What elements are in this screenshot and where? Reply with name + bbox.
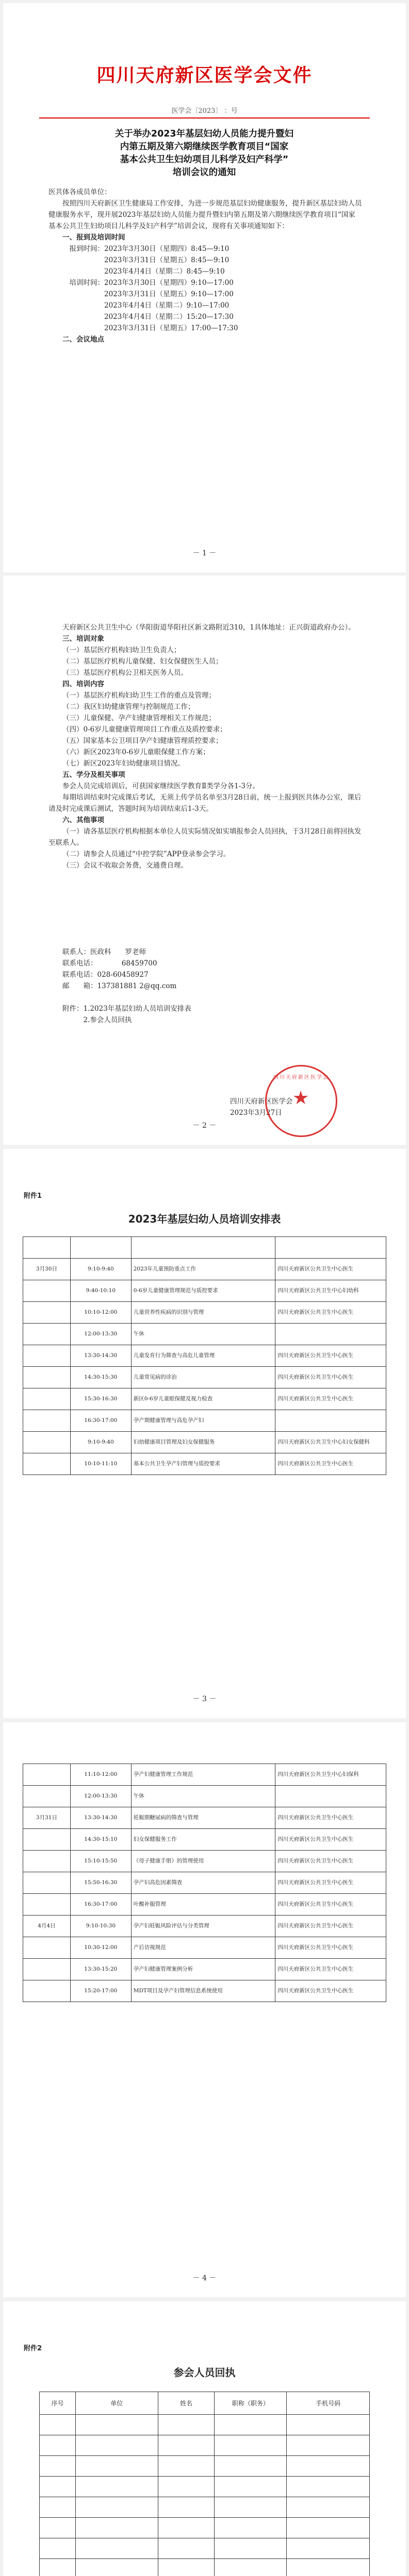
schedule-topic: 儿童发育行为筛查与高危儿童管理 [131, 1345, 275, 1367]
attachment-line: 附件：1.2023年基层妇幼人员培训安排表 [62, 1005, 191, 1013]
schedule-time: 14:30-15:10 [70, 1829, 131, 1851]
receipt-cell[interactable] [287, 2538, 370, 2559]
schedule-speaker: 四川天府新区公共卫生中心妇幼科 [275, 1280, 386, 1302]
contact-block [48, 946, 362, 1026]
receipt-cell[interactable] [40, 2415, 76, 2435]
schedule-topic: 妇幼健康项目管理及妇女保健服务 [131, 1432, 275, 1453]
receipt-row [40, 2456, 370, 2477]
schedule-speaker: 四川天府新区公共卫生中心医生 [275, 1259, 386, 1280]
content-item: （二）我区妇幼健康管理与控制规范工作； [62, 703, 195, 711]
schedule-speaker: 四川天府新区公共卫生中心医生 [275, 1829, 386, 1851]
other-item: （二）请参会人员通过“中控学院”APP登录参会学习。 [62, 850, 231, 858]
schedule-row [23, 1280, 386, 1302]
schedule-time: 12:00-13:30 [70, 1324, 131, 1345]
schedule-speaker: 四川天府新区公共卫生中心医生 [275, 1916, 386, 1937]
intro-paragraph: 按照四川天府新区卫生健康局工作安排，为进一步规范基层妇幼健康服务，提升新区基层妇幼人员健康服务水平，现开展2023年基层妇幼人员能力提升暨妇内第五期及第六期继续医学教育项目“国家基本公共卫生妇幼项目儿科学及妇产科学”培训会议，现将有关事项通知如下： [48, 199, 362, 230]
schedule-date [23, 1851, 71, 1872]
schedule-row [23, 1453, 386, 1475]
schedule-time: 13:30-14:30 [70, 1345, 131, 1367]
seal-text: 四川天府新区医学会 [273, 1075, 329, 1080]
section-heading: 一、报到及培训时间 [62, 233, 125, 242]
schedule-row [23, 1324, 386, 1345]
target-item: （一）基层医疗机构妇幼卫生负责人； [62, 646, 181, 654]
schedule-row [23, 1345, 386, 1367]
schedule-row [23, 1302, 386, 1324]
receipt-cell[interactable] [215, 2538, 287, 2559]
schedule-line: 2023年3月31日（星期五）8:45—9:10 [69, 256, 230, 264]
schedule-time: 12:00-13:30 [70, 1786, 131, 1807]
schedule-time: 9:10-9:40 [70, 1432, 131, 1453]
schedule-topic: 基本公共卫生孕产妇管理与质控要求 [131, 1453, 275, 1475]
schedule-topic [131, 1237, 275, 1259]
schedule-row [23, 1851, 386, 1872]
receipt-header-cell: 序号 [40, 2392, 76, 2415]
receipt-cell[interactable] [75, 2477, 158, 2497]
schedule-date [23, 1937, 71, 1959]
receipt-row [40, 2538, 370, 2559]
receipt-header-cell: 单位 [75, 2392, 158, 2415]
other-item: （三）会议不收取会务费，交通费自理。 [62, 861, 188, 870]
title-line: 内第五期及第六期继续医学教育项目“国家 [120, 142, 289, 152]
document-header-title: 四川天府新区医学会文件 [96, 65, 313, 86]
receipt-cell[interactable] [287, 2477, 370, 2497]
sign-date: 2023年3月27日 [230, 1109, 282, 1117]
schedule-speaker [275, 1410, 386, 1432]
schedule-speaker: 四川天府新区公共卫生中心医生 [275, 1302, 386, 1324]
contact-email: 邮 箱：137381881 2@qq.com [62, 982, 177, 990]
schedule-speaker: 四川天府新区公共卫生中心医生 [275, 1959, 386, 1980]
schedule-date [23, 1432, 71, 1453]
receipt-table-title: 参会人员回执 [173, 2366, 236, 2379]
schedule-time: 11:10-12:00 [70, 1764, 131, 1786]
schedule-speaker: 四川天府新区公共卫生中心医生 [275, 1872, 386, 1894]
schedule-date [23, 1388, 71, 1410]
receipt-cell[interactable] [287, 2518, 370, 2538]
content-item: （五）国家基本公卫项目孕产妇健康管理质控要求； [62, 737, 223, 745]
schedule-date [23, 1280, 71, 1302]
schedule-topic: 2023年儿童预防重点工作 [131, 1259, 275, 1280]
schedule-date [23, 1872, 71, 1894]
credits-paragraph-2: 每期培训结束时完成课后考试，无须上传学员名单至3月28日前，统一上报到医共体办公室，课后请及时完成课后测试，答题时间为培训结束后1-3天。 [48, 793, 362, 813]
schedule-row [23, 1937, 386, 1959]
receipt-cell[interactable] [158, 2559, 215, 2576]
schedule-row [23, 1764, 386, 1786]
other-item: （一）请各基层医疗机构根据本单位人员实际情况如实填报参会人员回执，于3月28日前将回执发至联系人。 [48, 827, 362, 847]
receipt-row [40, 2518, 370, 2538]
schedule-row [23, 1980, 386, 2002]
receipt-cell[interactable] [75, 2538, 158, 2559]
receipt-cell[interactable] [75, 2559, 158, 2576]
schedule-time: 10:30-12:00 [70, 1937, 131, 1959]
title-line: 关于举办2023年基层妇幼人员能力提升暨妇 [114, 129, 294, 139]
schedule-row [23, 1259, 386, 1280]
receipt-cell[interactable] [215, 2456, 287, 2477]
schedule-line: 2023年4月4日（星期二）8:45—9:10 [69, 267, 225, 276]
receipt-cell[interactable] [215, 2559, 287, 2576]
section-heading: 三、培训对象 [62, 635, 104, 643]
receipt-header-cell: 姓名 [158, 2392, 215, 2415]
receipt-cell[interactable] [215, 2497, 287, 2518]
schedule-line: 2023年4月4日（星期二）15:20—17:30 [69, 313, 234, 321]
schedule-speaker: 四川天府新区公共卫生中心妇女保健科 [275, 1432, 386, 1453]
schedule-date [23, 1367, 71, 1388]
content-item: （四）0-6岁儿童健康管理项目工作重点及质控要求； [62, 725, 227, 734]
schedule-speaker: 四川天府新区公共卫生中心医生 [275, 1851, 386, 1872]
page-2 [3, 575, 406, 1145]
schedule-speaker: 四川天府新区公共卫生中心妇保科 [275, 1764, 386, 1786]
receipt-cell[interactable] [40, 2435, 76, 2456]
attachment-label: 附件2 [24, 2345, 42, 2352]
receipt-cell[interactable] [75, 2415, 158, 2435]
venue-paragraph: 天府新区公共卫生中心（华阳街道华阳社区新文路附近310，1具体地址：正兴街道政府办公）。 [62, 623, 355, 632]
receipt-cell[interactable] [215, 2435, 287, 2456]
schedule-topic: 妊娠期糖尿病的筛查与管理 [131, 1807, 275, 1829]
schedule-speaker: 四川天府新区公共卫生中心医生 [275, 1453, 386, 1475]
schedule-date [23, 1980, 71, 2002]
schedule-line: 2023年3月31日（星期五）17:00—17:30 [69, 324, 238, 332]
schedule-time [70, 1237, 131, 1259]
schedule-date: 3月30日 [23, 1259, 71, 1280]
page-number: － 2 － [192, 1122, 217, 1130]
schedule-speaker: 四川天府新区公共卫生中心医生 [275, 1388, 386, 1410]
credits-paragraph: 参会人员完成培训后，可获国家继续医学教育Ⅱ类学分各1-3分。 [62, 782, 259, 790]
schedule-date [23, 1453, 71, 1475]
receipt-table [39, 2392, 370, 2576]
schedule-row [23, 1807, 386, 1829]
schedule-time: 9:10-9:40 [70, 1259, 131, 1280]
receipt-row [40, 2435, 370, 2456]
schedule-row [23, 1916, 386, 1937]
schedule-time: 13:30-15:20 [70, 1959, 131, 1980]
section-heading: 六、其他事项 [62, 816, 104, 824]
schedule-line: 2023年4月4日（星期二）9:10—17:00 [69, 301, 230, 310]
receipt-cell[interactable] [287, 2559, 370, 2576]
schedule-row [23, 1872, 386, 1894]
page-3 [3, 1149, 406, 1718]
schedule-time: 15:20-17:00 [70, 1980, 131, 2002]
receipt-row [40, 2415, 370, 2435]
schedule-topic: 《母子健康手册》的管理使用 [131, 1851, 275, 1872]
schedule-speaker: 四川天府新区公共卫生中心医生 [275, 1807, 386, 1829]
receipt-cell[interactable] [40, 2559, 76, 2576]
schedule-table [23, 1236, 386, 1475]
attachment-line: 2.参会人员回执 [62, 1016, 132, 1024]
receipt-cell[interactable] [158, 2538, 215, 2559]
schedule-date [23, 1829, 71, 1851]
schedule-topic: 午休 [131, 1786, 275, 1807]
schedule-topic: 儿童营养性疾病的识别与管理 [131, 1302, 275, 1324]
schedule-topic: 叶酸补服管理 [131, 1894, 275, 1916]
schedule-topic: 午休 [131, 1324, 275, 1345]
schedule-date [23, 1345, 71, 1367]
schedule-topic: 儿童常见病的诊治 [131, 1367, 275, 1388]
title-line: 培训会议的通知 [172, 167, 236, 178]
document-title [50, 128, 359, 179]
receipt-cell[interactable] [215, 2518, 287, 2538]
target-item: （三）基层医疗机构公卫相关医务人员。 [62, 669, 188, 677]
schedule-row [23, 1829, 386, 1851]
schedule-row [23, 1410, 386, 1432]
receipt-header-cell: 手机号码 [287, 2392, 370, 2415]
page-number: － 1 － [192, 549, 217, 557]
schedule-date: 3月31日 [23, 1807, 71, 1829]
schedule-row [23, 1786, 386, 1807]
content-item: （六）新区2023年0-6岁儿童眼保健工作方案； [62, 748, 210, 756]
receipt-cell[interactable] [158, 2518, 215, 2538]
receipt-cell[interactable] [75, 2456, 158, 2477]
receipt-cell[interactable] [215, 2477, 287, 2497]
receipt-cell[interactable] [158, 2415, 215, 2435]
schedule-speaker: 四川天府新区公共卫生中心医生 [275, 1937, 386, 1959]
schedule-line: 2023年3月31日（星期五）9:10—17:00 [69, 290, 234, 298]
schedule-topic: 妇女保健服务工作 [131, 1829, 275, 1851]
schedule-date [23, 1237, 71, 1259]
schedule-row [23, 1237, 386, 1259]
schedule-speaker: 四川天府新区公共卫生中心医生 [275, 1367, 386, 1388]
schedule-time: 9:10-10:30 [70, 1916, 131, 1937]
schedule-date [23, 1324, 71, 1345]
contact-phone: 联系电话： 68459700 [62, 959, 157, 968]
schedule-topic: 孕产妇健康管理案例分析 [131, 1959, 275, 1980]
schedule-topic: 新区0-6岁儿童眼保健及视力检查 [131, 1388, 275, 1410]
receipt-cell[interactable] [75, 2518, 158, 2538]
schedule-time: 16:30-17:00 [70, 1894, 131, 1916]
receipt-cell[interactable] [287, 2456, 370, 2477]
schedule-speaker [275, 1324, 386, 1345]
page-1 [3, 3, 406, 572]
section-heading: 五、学分及相关事项 [62, 771, 125, 779]
schedule-time: 10:10-12:00 [70, 1302, 131, 1324]
document-number: 医学会〔2023〕 ：号 [171, 107, 238, 115]
schedule-topic: 孕产妇妊娠风险评估与分类管理 [131, 1916, 275, 1937]
section-heading: 四、培训内容 [62, 680, 104, 688]
schedule-date [23, 1302, 71, 1324]
receipt-row [40, 2497, 370, 2518]
schedule-topic: 产后访视规范 [131, 1937, 275, 1959]
schedule-speaker: 四川天府新区公共卫生中心医生 [275, 1345, 386, 1367]
receipt-cell[interactable] [75, 2435, 158, 2456]
schedule-topic: 孕产妇健康管理工作规范 [131, 1764, 275, 1786]
schedule-time: 10:10-11:10 [70, 1453, 131, 1475]
contact-name: 联系人：医政科 罗老师 [62, 948, 146, 956]
schedule-date [23, 1894, 71, 1916]
content-item: （一）基层医疗机构妇幼卫生工作的重点及管理； [62, 691, 216, 700]
schedule-time: 13:30-14:30 [70, 1807, 131, 1829]
schedule-time: 16:30-17:00 [70, 1410, 131, 1432]
schedule-date [23, 1786, 71, 1807]
star-icon: ★ [292, 1088, 309, 1109]
header-red-rule [39, 117, 370, 118]
schedule-row [23, 1388, 386, 1410]
page-number: － 3 － [192, 1695, 217, 1703]
schedule-table-title: 2023年基层妇幼人员培训安排表 [128, 1213, 281, 1225]
schedule-speaker [275, 1237, 386, 1259]
content-item: （七）新区2023年妇幼健康项目情况。 [62, 759, 185, 768]
page-5 [3, 2301, 406, 2576]
receipt-cell[interactable] [287, 2435, 370, 2456]
schedule-row [23, 1959, 386, 1980]
schedule-date [23, 1764, 71, 1786]
body-page-2 [48, 622, 362, 871]
receipt-row [40, 2477, 370, 2497]
receipt-cell[interactable] [40, 2456, 76, 2477]
attachment-label: 附件1 [24, 1192, 42, 1200]
page-4 [3, 1722, 406, 2297]
content-item: （三）儿童保健、孕产妇健康管理相关工作规范； [62, 714, 216, 722]
title-line: 基本公共卫生妇幼项目儿科学及妇产科学” [120, 155, 289, 165]
receipt-cell[interactable] [40, 2497, 76, 2518]
receipt-row [40, 2559, 370, 2576]
receipt-cell[interactable] [287, 2415, 370, 2435]
schedule-row [23, 1432, 386, 1453]
schedule-speaker [275, 1786, 386, 1807]
receipt-cell[interactable] [158, 2456, 215, 2477]
receipt-cell[interactable] [158, 2497, 215, 2518]
receipt-header-cell: 职称（职务） [215, 2392, 287, 2415]
page-number: － 4 － [192, 2274, 217, 2282]
schedule-date [23, 1959, 71, 1980]
target-item: （二）基层医疗机构儿童保健、妇女保健医生人员； [62, 657, 223, 666]
schedule-topic: 0-6岁儿童健康管理规范与质控要求 [131, 1280, 275, 1302]
schedule-time: 9:40-10:10 [70, 1280, 131, 1302]
schedule-row [23, 1894, 386, 1916]
receipt-cell[interactable] [215, 2415, 287, 2435]
contact-phone: 联系电话：028-60458927 [62, 971, 149, 979]
schedule-line: 报到时间：2023年3月30日（星期四）8:45—9:10 [69, 245, 230, 253]
body-page-1 [48, 187, 362, 345]
schedule-topic: 孕产妇高危因素筛查 [131, 1872, 275, 1894]
schedule-table-continued [23, 1764, 386, 2002]
schedule-time: 15:30-16:30 [70, 1388, 131, 1410]
receipt-cell[interactable] [40, 2477, 76, 2497]
schedule-date [23, 1410, 71, 1432]
receipt-cell[interactable] [40, 2518, 76, 2538]
schedule-row [23, 1367, 386, 1388]
schedule-topic: MDT项目及孕产妇管理信息系统使用 [131, 1980, 275, 2002]
receipt-cell[interactable] [158, 2435, 215, 2456]
section-heading: 二、会议地点 [62, 335, 104, 344]
schedule-time: 15:10-15:50 [70, 1851, 131, 1872]
receipt-cell[interactable] [40, 2538, 76, 2559]
signer: 四川天府新区医学会 [230, 1097, 293, 1106]
schedule-speaker: 四川天府新区公共卫生中心医生 [275, 1980, 386, 2002]
schedule-speaker: 四川天府新区公共卫生中心医生 [275, 1894, 386, 1916]
receipt-cell[interactable] [75, 2497, 158, 2518]
schedule-line: 培训时间：2023年3月30日（星期四）9:10—17:00 [69, 279, 234, 287]
receipt-cell[interactable] [158, 2477, 215, 2497]
salutation: 医共体各成员单位： [48, 188, 111, 196]
schedule-time: 15:50-16:30 [70, 1872, 131, 1894]
schedule-time: 14:30-15:30 [70, 1367, 131, 1388]
schedule-topic: 孕产期健康管理与高危孕产妇 [131, 1410, 275, 1432]
receipt-cell[interactable] [287, 2497, 370, 2518]
schedule-date: 4月4日 [23, 1916, 71, 1937]
